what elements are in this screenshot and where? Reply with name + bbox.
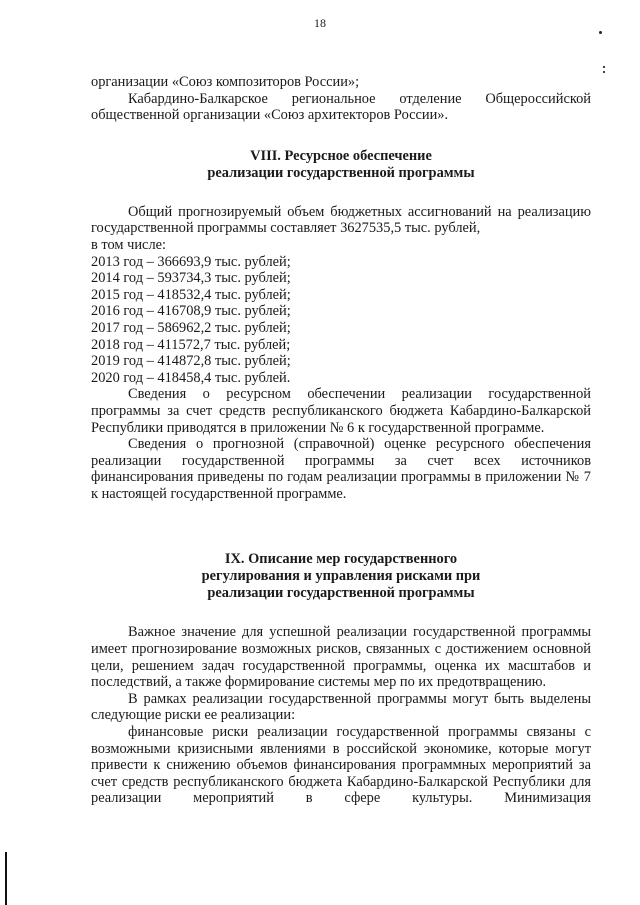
scan-edge-mark — [5, 852, 7, 905]
section-9-paragraph-1: Важное значение для успешной реализации государственной программы имеет прогнозирование возможных рисков, связанных с достижением основной цели, решением задач государственной программы, оценка их масштабов и последствий, а также формирование системы мер по их предотвращению. — [91, 624, 591, 691]
spacer — [91, 502, 591, 551]
section-9-paragraph-3: финансовые риски реализации государственной программы связаны с возможными кризисными явлениями в российской экономике, которые могут привести к снижению объемов финансирования программных мероприятий за счет средств республиканского бюджета Кабардино-Балкарской Республики для реализации мероприятий в сфере культуры. Минимизация — [91, 724, 591, 807]
list-item: 2017 год – 586962,2 тыс. рублей; — [91, 319, 291, 336]
budget-by-year-list — [91, 254, 591, 387]
intro-paragraph: Кабардино-Балкарское региональное отделение Общероссийской общественной организации «Союз архитекторов России». — [91, 90, 591, 124]
section-8-paragraph-1: Общий прогнозируемый объем бюджетных ассигнований на реализацию государственной программы составляет 3627535,5 тыс. рублей, — [91, 203, 591, 237]
spacer — [91, 124, 591, 148]
list-item: 2016 год – 416708,9 тыс. рублей; — [91, 303, 291, 320]
list-item: 2020 год – 418458,4 тыс. рублей. — [91, 369, 291, 386]
list-item: 2018 год – 411572,7 тыс. рублей; — [91, 336, 291, 353]
list-item: 2013 год – 366693,9 тыс. рублей; — [91, 253, 291, 270]
section-9-title-line-1: IX. Описание мер государственного — [224, 551, 458, 568]
section-9-title-line-2: регулирования и управления рисками при — [201, 568, 481, 585]
section-8-title-line-2: реализации государственной программы — [207, 164, 475, 181]
section-9-paragraph-2: В рамках реализации государственной программы могут быть выделены следующие риски ее реализации: — [91, 690, 591, 724]
including-label: в том числе: — [91, 236, 167, 253]
list-item: 2014 год – 593734,3 тыс. рублей; — [91, 270, 291, 287]
page-number: 18 — [314, 16, 326, 30]
section-8-title-line-1: VIII. Ресурсное обеспечение — [250, 147, 432, 164]
spacer — [91, 602, 591, 624]
page-content — [91, 74, 591, 807]
section-8-paragraph-2: Сведения о ресурсном обеспечении реализации государственной программы за счет средств республиканского бюджета Кабардино-Балкарской Республики приводятся в приложении № 6 к государственной программе. — [91, 386, 591, 436]
list-item: 2015 год – 418532,4 тыс. рублей; — [91, 286, 291, 303]
list-item: 2019 год – 414872,8 тыс. рублей; — [91, 353, 291, 370]
section-9-title-line-3: реализации государственной программы — [207, 585, 475, 602]
scan-mark-dot — [603, 66, 605, 68]
section-8-paragraph-3: Сведения о прогнозной (справочной) оценке ресурсного обеспечения реализации государственной программы за счет всех источников финансирования приведены по годам реализации программы в приложении № 7 к настоящей государственной программе. — [91, 436, 591, 502]
spacer — [91, 182, 591, 204]
scan-mark-dot — [603, 71, 605, 73]
scan-mark-dot — [599, 31, 602, 34]
intro-line: организации «Союз композиторов России»; — [91, 74, 360, 90]
